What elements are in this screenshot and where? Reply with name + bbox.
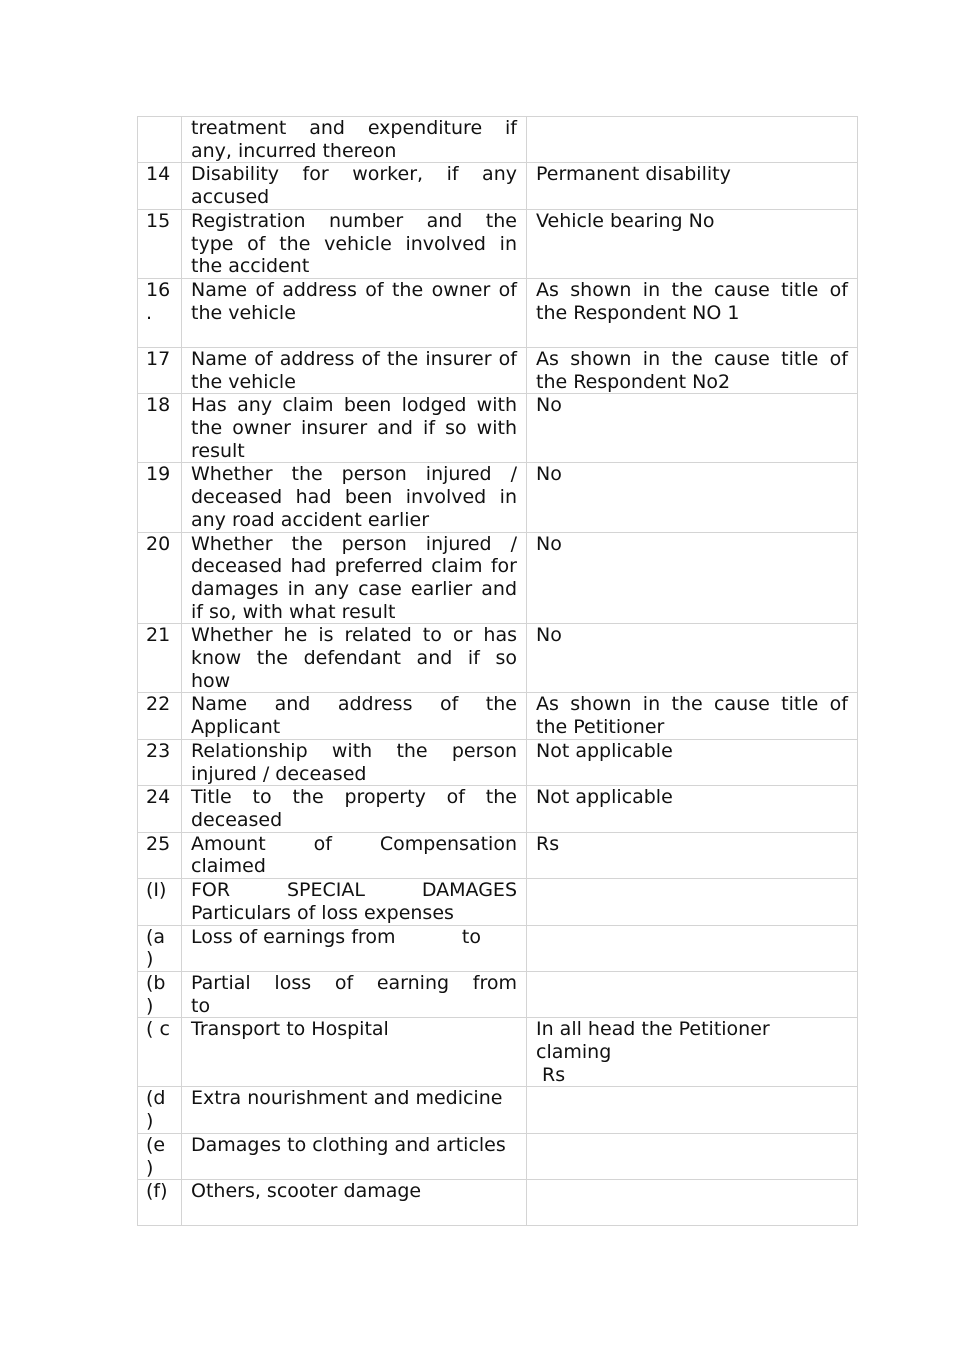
particular-answer [527,463,858,532]
row-number-text: 19 [146,463,171,486]
description-line: claimed [191,855,266,878]
description-line: Has any claim been lodged with [191,394,517,417]
table-row [138,209,858,278]
particular-answer [527,394,858,463]
row-number [138,394,182,463]
answer-line: Not applicable [536,739,673,762]
particular-description [182,117,527,163]
particular-description [182,347,527,393]
row-number-text: (I) [146,879,167,902]
table-row [138,463,858,532]
row-number-text: ( c [146,1018,170,1041]
row-number-text: 21 [146,624,171,647]
table-row [138,532,858,624]
description-line: Amount of Compensation [191,832,517,855]
answer-line: the Petitioner [536,716,665,739]
description-line: deceased had preferred claim for [191,555,517,578]
row-number-text: (a [146,925,166,948]
particular-answer [527,117,858,163]
description-line: Transport to Hospital [191,1018,389,1041]
particular-description [182,278,527,347]
description-line: Name and address of the [191,693,517,716]
table-body [138,117,858,1226]
particular-description [182,163,527,209]
particular-description [182,1180,527,1226]
table-row [138,879,858,925]
particular-answer [527,163,858,209]
particular-answer [527,832,858,878]
description-line: Disability for worker, if any [191,163,517,186]
particular-description [182,1133,527,1179]
particular-description [182,832,527,878]
particular-answer [527,347,858,393]
particular-description [182,786,527,832]
particular-description [182,532,527,624]
row-number [138,624,182,693]
row-number [138,879,182,925]
row-number-text: 17 [146,347,171,370]
row-number-text: 20 [146,532,171,555]
description-line: Extra nourishment and medicine [191,1087,503,1110]
particular-answer [527,278,858,347]
particular-answer [527,739,858,785]
table-row [138,163,858,209]
particular-answer [527,1018,858,1087]
answer-line: the Respondent No2 [536,370,731,393]
description-line: result [191,439,245,462]
row-number-text: ) [146,948,154,971]
particular-answer [527,624,858,693]
answer-line: As shown in the cause title of [536,693,848,716]
description-line: the owner insurer and if so with [191,417,517,440]
row-number [138,209,182,278]
description-line: injured / deceased [191,762,367,785]
row-number-text: 16 [146,278,171,301]
description-line: deceased had been involved in [191,486,517,509]
description-line: type of the vehicle involved in [191,232,517,255]
row-number-text: 22 [146,693,171,716]
table-row [138,1018,858,1087]
particular-answer [527,925,858,971]
answer-line: Vehicle bearing No [536,209,715,232]
particular-description [182,394,527,463]
description-line: damages in any case earlier and [191,577,517,600]
table-row [138,925,858,971]
particular-description [182,1087,527,1133]
answer-line: Rs [536,1063,566,1086]
particular-answer [527,209,858,278]
table-row [138,693,858,739]
particular-answer [527,1087,858,1133]
row-number-text: . [146,301,153,324]
table-row [138,1133,858,1179]
description-line: know the defendant and if so [191,647,517,670]
answer-line: Permanent disability [536,163,731,186]
description-line: Title to the property of the [191,786,517,809]
row-number-text: ) [146,1110,154,1133]
answer-line: No [536,463,562,486]
row-number-text: 25 [146,832,171,855]
row-number [138,117,182,163]
particular-answer [527,693,858,739]
particular-answer [527,1180,858,1226]
row-number-text: (e [146,1133,166,1156]
row-number [138,463,182,532]
row-number [138,693,182,739]
particular-description [182,739,527,785]
row-number [138,1133,182,1179]
table-row [138,347,858,393]
table-row [138,832,858,878]
table-row [138,394,858,463]
description-line: the accident [191,255,310,278]
description-line: Name of address of the owner of [191,278,517,301]
row-number [138,1018,182,1087]
row-number-text: 15 [146,209,171,232]
description-line: deceased [191,808,283,831]
answer-line: Rs [536,832,560,855]
description-line: accused [191,186,270,209]
description-line: Damages to clothing and articles [191,1133,506,1156]
description-line: Relationship with the person [191,739,517,762]
particular-description [182,925,527,971]
particular-answer [527,879,858,925]
answer-line: No [536,624,562,647]
description-line: to [191,994,211,1017]
answer-line: As shown in the cause title of [536,278,848,301]
particular-description [182,879,527,925]
table-row [138,624,858,693]
row-number-text: 23 [146,739,171,762]
particular-description [182,693,527,739]
answer-line: No [536,394,562,417]
row-number [138,971,182,1017]
row-number-text: (d [146,1087,166,1110]
row-number-text: ) [146,994,154,1017]
table-row [138,971,858,1017]
table-row [138,1180,858,1226]
description-line: Particulars of loss expenses [191,901,454,924]
particular-description [182,971,527,1017]
description-line: Name of address of the insurer of [191,347,517,370]
particular-answer [527,1133,858,1179]
particular-description [182,1018,527,1087]
row-number [138,163,182,209]
row-number-text: (f) [146,1180,168,1203]
claim-particulars-table [137,116,858,1226]
table-row [138,117,858,163]
answer-line: claming [536,1041,612,1064]
description-line: the vehicle [191,301,296,324]
row-number [138,832,182,878]
row-number-text: ) [146,1156,154,1179]
row-number [138,925,182,971]
row-number-text: 24 [146,786,171,809]
description-line: Whether the person injured / [191,532,517,555]
answer-line: the Respondent NO 1 [536,301,740,324]
description-line: treatment and expenditure if [191,117,517,139]
description-line: Others, scooter damage [191,1180,422,1203]
row-number [138,786,182,832]
table-row [138,278,858,347]
row-number-text: 18 [146,394,171,417]
description-line: how [191,669,231,692]
description-line: Applicant [191,716,281,739]
description-line: Whether he is related to or has [191,624,517,647]
description-line: FOR SPECIAL DAMAGES [191,879,517,902]
row-number [138,278,182,347]
row-number [138,532,182,624]
description-line: Registration number and the [191,209,517,232]
description-line: Loss of earnings from to [191,925,481,948]
description-line: Partial loss of earning from [191,971,517,994]
table-row [138,739,858,785]
description-line: Whether the person injured / [191,463,517,486]
answer-line: Not applicable [536,786,673,809]
answer-line: No [536,532,562,555]
row-number [138,347,182,393]
particular-answer [527,532,858,624]
row-number [138,1087,182,1133]
description-line: any road accident earlier [191,508,430,531]
particular-answer [527,786,858,832]
particular-answer [527,971,858,1017]
description-line: any, incurred thereon [191,139,397,162]
answer-line: As shown in the cause title of [536,347,848,370]
particular-description [182,624,527,693]
description-line: the vehicle [191,370,296,393]
row-number-text: 14 [146,163,171,186]
table-row [138,1087,858,1133]
description-line: if so, with what result [191,600,396,623]
particular-description [182,209,527,278]
table-row [138,786,858,832]
row-number-text: (b [146,971,166,994]
row-number [138,739,182,785]
particular-description [182,463,527,532]
row-number [138,1180,182,1226]
answer-line: In all head the Petitioner [536,1018,770,1041]
